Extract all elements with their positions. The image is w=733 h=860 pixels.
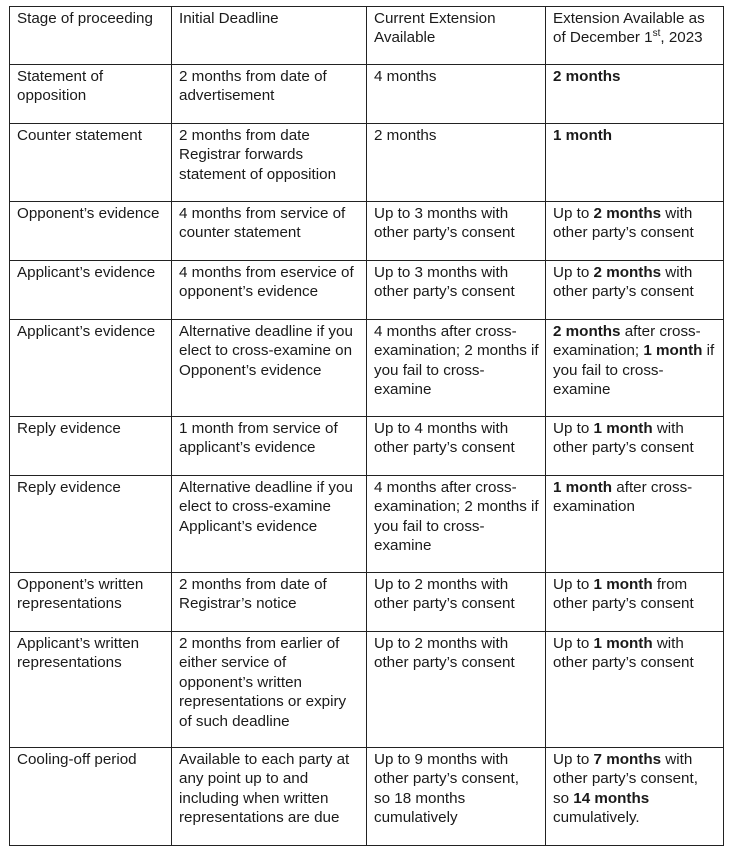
- current-extension-text: 4 months after cross-examination; 2 months if you fail to cross-examine: [374, 479, 539, 555]
- extension-december-cell: [546, 65, 724, 124]
- initial-deadline-text: 4 months from service of counter statement: [179, 205, 346, 242]
- initial-deadline-text: Alternative deadline if you elect to cross-examine on Opponent’s evidence: [179, 323, 353, 379]
- table-row: [10, 748, 724, 846]
- header-current-extension: Current Extension Available: [367, 7, 546, 65]
- table-row: [10, 573, 724, 632]
- extension-december-text: 1 month: [553, 127, 613, 144]
- initial-deadline-text: Alternative deadline if you elect to cross-examine Applicant’s evidence: [179, 479, 353, 535]
- stage-text: Applicant’s evidence: [17, 323, 156, 340]
- extension-december-cell: [546, 124, 724, 202]
- extension-december-text: Up to 2 months with other party’s consent: [553, 264, 694, 301]
- extension-december-text: Up to 1 month with other party’s consent: [553, 635, 694, 672]
- stage-text: Opponent’s evidence: [17, 205, 160, 222]
- extension-december-cell: [546, 202, 724, 261]
- stage-cell: [10, 124, 172, 202]
- current-extension-text: 4 months: [374, 68, 437, 85]
- table-row: [10, 320, 724, 417]
- initial-deadline-text: 2 months from date Registrar forwards statement of opposition: [179, 127, 337, 183]
- stage-cell: [10, 261, 172, 320]
- current-extension-cell: [367, 632, 546, 748]
- initial-deadline-cell: [172, 261, 367, 320]
- extension-december-text: Up to 1 month with other party’s consent: [553, 420, 694, 457]
- current-extension-cell: [367, 748, 546, 846]
- stage-cell: [10, 748, 172, 846]
- stage-cell: [10, 632, 172, 748]
- current-extension-cell: [367, 124, 546, 202]
- header-extension-december: [546, 7, 724, 65]
- extension-december-text: 2 months: [553, 68, 621, 85]
- stage-text: Counter statement: [17, 127, 142, 144]
- initial-deadline-cell: [172, 632, 367, 748]
- stage-cell: [10, 320, 172, 417]
- initial-deadline-text: Available to each party at any point up to and including when written representations are due: [179, 751, 350, 827]
- table-row: [10, 632, 724, 748]
- current-extension-cell: [367, 573, 546, 632]
- stage-cell: [10, 573, 172, 632]
- stage-cell: [10, 202, 172, 261]
- stage-text: Reply evidence: [17, 420, 121, 437]
- initial-deadline-text: 2 months from date of Registrar’s notice: [179, 576, 327, 613]
- current-extension-text: Up to 9 months with other party’s consent, so 18 months cumulatively: [374, 751, 519, 827]
- initial-deadline-text: 2 months from date of advertisement: [179, 68, 327, 105]
- current-extension-text: Up to 2 months with other party’s consent: [374, 576, 515, 613]
- current-extension-cell: [367, 202, 546, 261]
- table-row: [10, 417, 724, 476]
- initial-deadline-cell: [172, 65, 367, 124]
- current-extension-text: 2 months: [374, 127, 437, 144]
- table-row: [10, 476, 724, 573]
- stage-text: Applicant’s written representations: [17, 635, 140, 672]
- header-row: [10, 7, 724, 65]
- stage-text: Opponent’s written representations: [17, 576, 144, 613]
- current-extension-cell: [367, 261, 546, 320]
- initial-deadline-text: 2 months from earlier of either service of opponent’s written representations or expiry of such deadline: [179, 635, 347, 730]
- extension-december-text: Up to 7 months with other party’s consent, so 14 months cumulatively.: [553, 751, 698, 827]
- current-extension-text: 4 months after cross-examination; 2 months if you fail to cross-examine: [374, 323, 539, 399]
- initial-deadline-cell: [172, 476, 367, 573]
- extension-december-text: 1 month after cross-examination: [553, 479, 693, 516]
- extension-december-cell: [546, 573, 724, 632]
- opposition-deadlines-table: [9, 6, 724, 846]
- header-extension-december-text: Extension Available as of December 1st, 2023: [553, 10, 705, 47]
- table-row: [10, 124, 724, 202]
- table-row: [10, 261, 724, 320]
- current-extension-cell: [367, 476, 546, 573]
- stage-text: Cooling-off period: [17, 751, 137, 768]
- extension-december-text: Up to 2 months with other party’s consent: [553, 205, 694, 242]
- current-extension-cell: [367, 65, 546, 124]
- current-extension-text: Up to 4 months with other party’s consent: [374, 420, 515, 457]
- current-extension-text: Up to 3 months with other party’s consent: [374, 264, 515, 301]
- current-extension-cell: [367, 320, 546, 417]
- stage-text: Statement of opposition: [17, 68, 104, 105]
- initial-deadline-cell: [172, 748, 367, 846]
- table-row: [10, 65, 724, 124]
- stage-cell: [10, 65, 172, 124]
- stage-cell: [10, 417, 172, 476]
- current-extension-text: Up to 3 months with other party’s consent: [374, 205, 515, 242]
- header-initial-deadline: Initial Deadline: [172, 7, 367, 65]
- initial-deadline-cell: [172, 320, 367, 417]
- initial-deadline-text: 1 month from service of applicant’s evidence: [179, 420, 338, 457]
- initial-deadline-cell: [172, 124, 367, 202]
- extension-december-text: Up to 1 month from other party’s consent: [553, 576, 694, 613]
- initial-deadline-cell: [172, 573, 367, 632]
- header-stage: Stage of proceeding: [10, 7, 172, 65]
- stage-text: Applicant’s evidence: [17, 264, 156, 281]
- extension-december-cell: [546, 261, 724, 320]
- current-extension-text: Up to 2 months with other party’s consent: [374, 635, 515, 672]
- extension-december-cell: [546, 417, 724, 476]
- stage-cell: [10, 476, 172, 573]
- extension-december-cell: [546, 632, 724, 748]
- extension-december-cell: [546, 320, 724, 417]
- extension-december-text: 2 months after cross-examination; 1 month if you fail to cross-examine: [553, 323, 715, 399]
- initial-deadline-text: 4 months from eservice of opponent’s evidence: [179, 264, 354, 301]
- extension-december-cell: [546, 476, 724, 573]
- stage-text: Reply evidence: [17, 479, 121, 496]
- initial-deadline-cell: [172, 202, 367, 261]
- table-row: [10, 202, 724, 261]
- extension-december-cell: [546, 748, 724, 846]
- initial-deadline-cell: [172, 417, 367, 476]
- current-extension-cell: [367, 417, 546, 476]
